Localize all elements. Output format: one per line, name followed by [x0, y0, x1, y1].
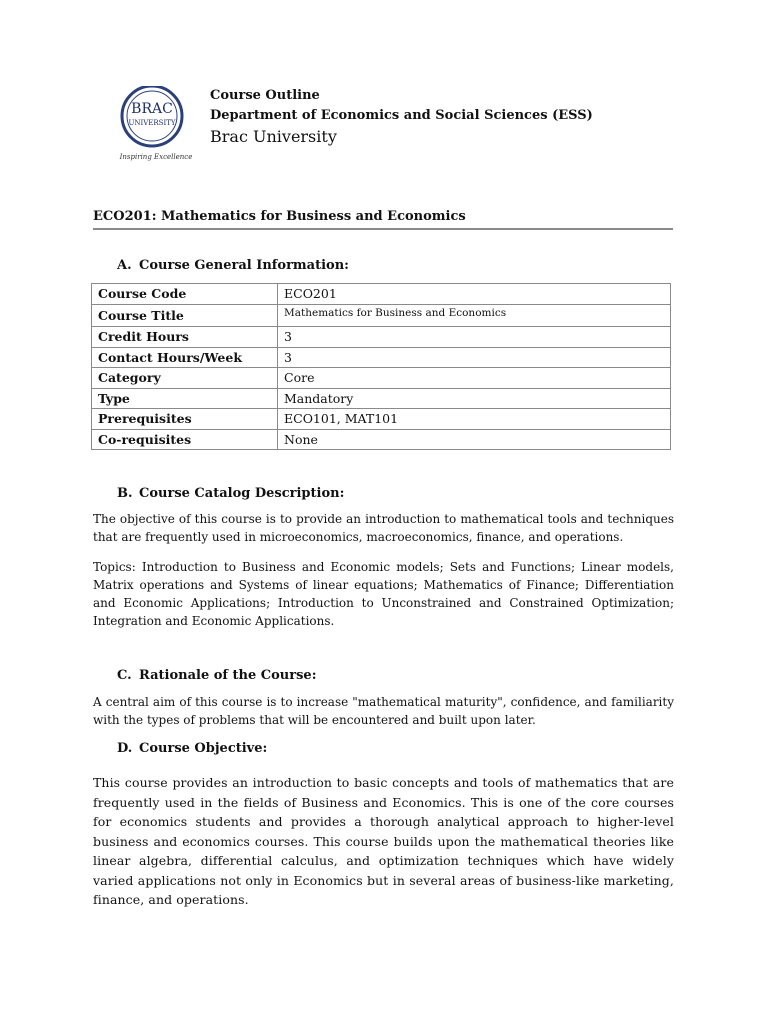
university-logo	[108, 86, 204, 164]
table-row	[92, 284, 671, 305]
table-row	[92, 347, 671, 368]
brac-logo-icon	[108, 86, 204, 164]
table-row	[92, 429, 671, 450]
course-heading: ECO201: Mathematics for Business and Economics	[93, 209, 466, 224]
section-b-letter: B.	[117, 486, 133, 501]
section-c-title: Rationale of the Course:	[139, 668, 317, 683]
table-row	[92, 304, 671, 327]
section-d-title: Course Objective:	[139, 741, 268, 756]
section-a-heading	[117, 258, 349, 273]
table-row	[92, 388, 671, 409]
section-a-letter: A.	[117, 258, 132, 273]
row-value: ECO201	[278, 284, 671, 305]
row-key: Course Code	[92, 284, 278, 305]
row-value: ECO101, MAT101	[278, 409, 671, 430]
section-b-heading	[117, 486, 344, 501]
header-department: Department of Economics and Social Sciences (ESS)	[210, 108, 593, 123]
row-key: Contact Hours/Week	[92, 347, 278, 368]
catalog-paragraph-2: Topics: Introduction to Business and Economic models; Sets and Functions; Linear models, Matrix operations and Systems of linear equations; Mathematics of Finance; Differentiation and Economic Applications; Introduction to Unconstrained and Constrained Optimization; Integration and Economic Applications.	[93, 560, 674, 628]
table-row	[92, 368, 671, 389]
table-row	[92, 409, 671, 430]
logo-text-top: BRAC	[131, 101, 173, 117]
objective-paragraph: This course provides an introduction to basic concepts and tools of mathematics that are frequently used in the fields of Business and Economics. This is one of the core courses for economics students and provides a thorough analytical approach to higher-level business and economics courses. This course builds upon the mathematical theories like linear algebra, differential calculus, and optimization techniques which have widely varied applications not only in Economics but in several areas of business-like marketing, finance, and operations.	[93, 775, 674, 907]
table-row	[92, 327, 671, 348]
row-value: None	[278, 429, 671, 450]
row-key: Category	[92, 368, 278, 389]
catalog-paragraph-1: The objective of this course is to provide an introduction to mathematical tools and techniques that are frequently used in microeconomics, macroeconomics, finance, and operations.	[93, 512, 674, 544]
header-course-outline: Course Outline	[210, 88, 320, 103]
row-value: Mandatory	[278, 388, 671, 409]
row-value: Mathematics for Business and Economics	[278, 304, 671, 327]
section-d-letter: D.	[117, 741, 133, 756]
logo-tagline: Inspiring Excellence	[119, 153, 193, 161]
row-key: Co-requisites	[92, 429, 278, 450]
header-university: Brac University	[210, 127, 337, 146]
course-info-table	[91, 283, 671, 450]
row-value: 3	[278, 347, 671, 368]
section-b-title: Course Catalog Description:	[139, 486, 345, 501]
row-value: 3	[278, 327, 671, 348]
section-c-letter: C.	[117, 668, 132, 683]
section-c-heading	[117, 668, 317, 683]
logo-text-bottom: UNIVERSITY	[128, 119, 176, 127]
row-key: Course Title	[92, 304, 278, 327]
section-a-title: Course General Information:	[139, 258, 349, 273]
row-key: Type	[92, 388, 278, 409]
section-d-heading	[117, 741, 267, 756]
row-key: Credit Hours	[92, 327, 278, 348]
heading-divider	[93, 228, 673, 230]
rationale-paragraph: A central aim of this course is to increase "mathematical maturity", confidence, and familiarity with the types of problems that will be encountered and built upon later.	[93, 695, 674, 727]
row-key: Prerequisites	[92, 409, 278, 430]
row-value: Core	[278, 368, 671, 389]
